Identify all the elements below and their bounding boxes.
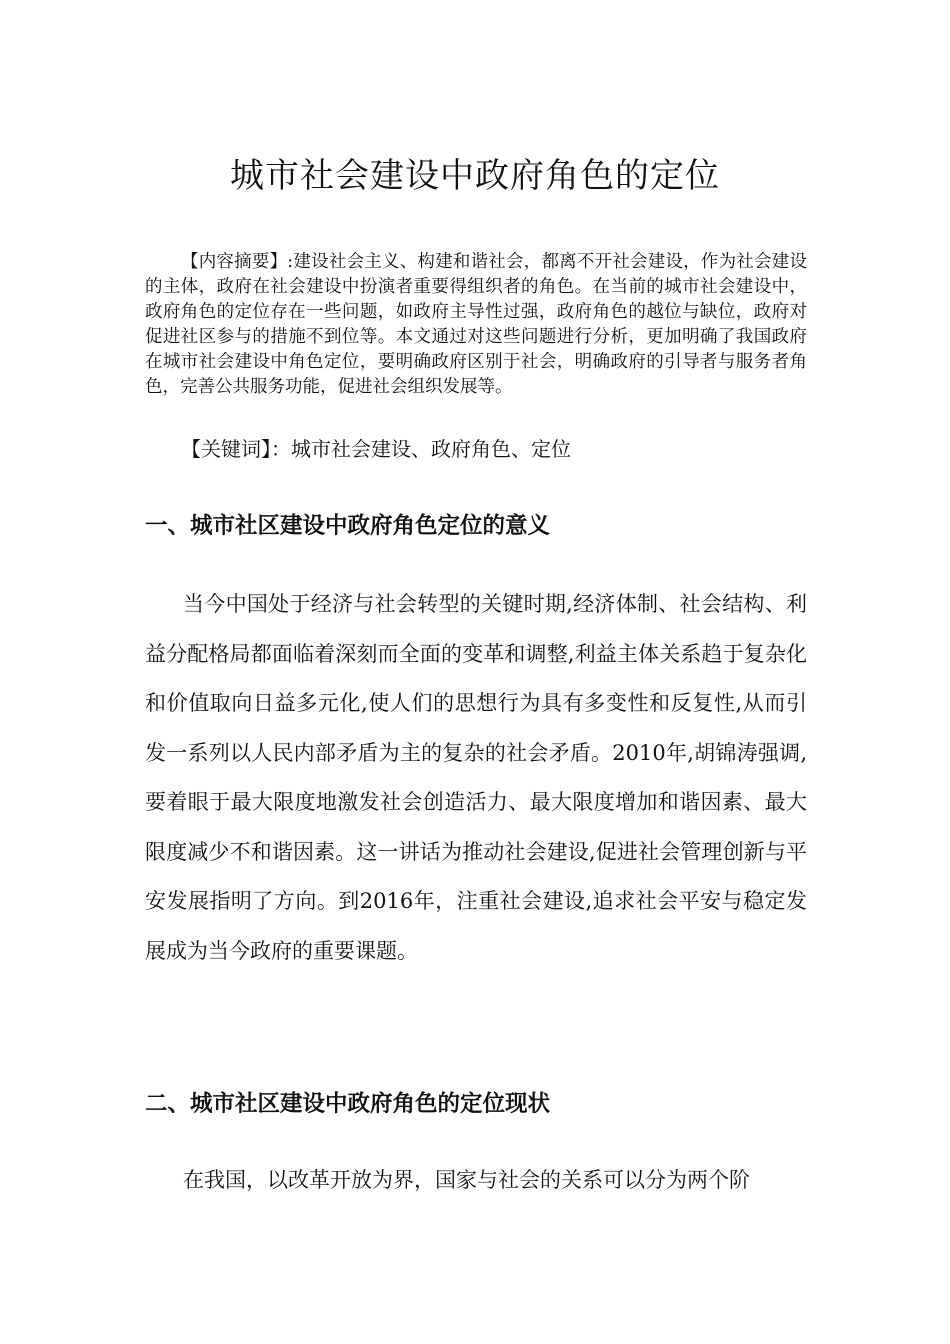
section-2-paragraph: 在我国，以改革开放为界，国家与社会的关系可以分为两个阶 (183, 1168, 750, 1192)
section-heading-2: 二、城市社区建设中政府角色的定位现状 (145, 1091, 551, 1117)
keywords-line: 【关键词】：城市社会建设、政府角色、定位 (181, 437, 571, 461)
section-heading-1: 一、城市社区建设中政府角色定位的意义 (145, 513, 551, 539)
section-1-paragraph: 当今中国处于经济与社会转型的关键时期,经济体制、社会结构、利益分配格局都面临着深刻而全面的变革和调整,利益主体关系趋于复杂化和价值取向日益多元化,使人们的思想行为具有多变性和反复性,从而引发一系列以人民内部矛盾为主的复杂的社会矛盾。2010年,胡锦涛强调,要着眼于最大限度地激发社会创造活力、最大限度增加和谐因素、最大限度减少不和谐因素。这一讲话为推动社会建设,促进社会管理创新与平安发展指明了方向。到2016年，注重社会建设,追求社会平安与稳定发展成为当今政府的重要课题。 (145, 592, 807, 963)
abstract-paragraph: 【内容摘要】:建设社会主义、构建和谐社会，都离不开社会建设，作为社会建设的主体，政府在社会建设中扮演者重要得组织者的角色。在当前的城市社会建设中，政府角色的定位存在一些问题，如政府主导性过强，政府角色的越位与缺位，政府对促进社区参与的措施不到位等。本文通过对这些问题进行分析，更加明确了我国政府在城市社会建设中角色定位，要明确政府区别于社会，明确政府的引导者与服务者角色，完善公共服务功能，促进社会组织发展等。 (145, 252, 807, 397)
page-title: 城市社会建设中政府角色的定位 (230, 156, 720, 196)
